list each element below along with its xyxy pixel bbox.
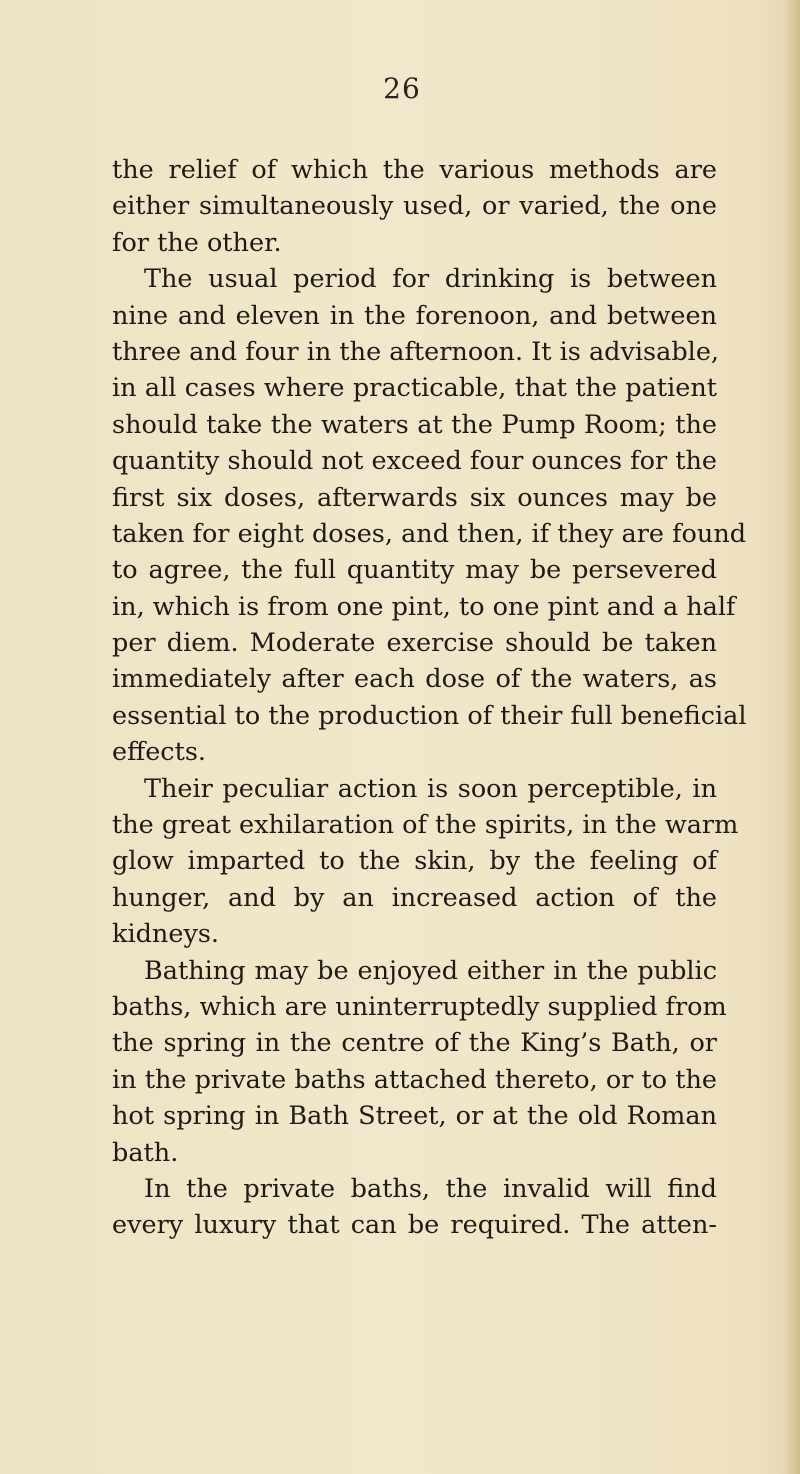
paragraph-start-line: In the private baths, the invalid will find [144,1173,717,1204]
text-line: kidneys. [112,919,220,950]
paragraph-start-line: Their peculiar action is soon perceptible, in [144,773,717,804]
text-line: either simultaneously used, or varied, the one [112,191,717,222]
text-line: in all cases where practicable, that the patient [112,373,717,404]
text-line: hunger, and by an increased action of the [112,882,717,913]
text-line: glow imparted to the skin, by the feeling of [112,846,717,877]
text-line: per diem. Moderate exercise should be taken [112,628,717,659]
text-line: in the private baths attached thereto, or to the [112,1064,717,1095]
text-line: nine and eleven in the forenoon, and between [112,300,717,331]
text-line: for the other. [112,227,282,258]
paragraph-start-line: Bathing may be enjoyed either in the public [144,955,717,986]
text-line: the spring in the centre of the King’s Bath, or [112,1028,717,1059]
text-line: effects. [112,737,207,768]
text-line: to agree, the full quantity may be persevered [112,555,717,586]
text-line: every luxury that can be required. The atten- [112,1210,717,1241]
text-line: essential to the production of their full beneficial [112,700,747,731]
text-line: immediately after each dose of the waters, as [112,664,717,695]
page-number: 26 [383,72,421,105]
body-text [112,152,747,1244]
text-line: taken for eight doses, and then, if they are found [112,518,747,549]
text-line: three and four in the afternoon. It is advisable, [112,336,720,367]
text-line: quantity should not exceed four ounces for the [112,446,718,477]
paragraph-start-line: The usual period for drinking is between [144,264,717,295]
text-line: first six doses, afterwards six ounces may be [112,482,717,513]
text-line: the great exhilaration of the spirits, in the warm [112,810,739,841]
page-edge-shadow [784,0,800,1474]
text-line: baths, which are uninterruptedly supplied from [112,991,727,1022]
text-line: the relief of which the various methods are [112,155,717,185]
text-line: hot spring in Bath Street, or at the old Roman [112,1101,717,1132]
text-line: in, which is from one pint, to one pint and a half [112,591,736,622]
text-line: should take the waters at the Pump Room; the [112,409,717,440]
text-line: bath. [112,1137,179,1168]
